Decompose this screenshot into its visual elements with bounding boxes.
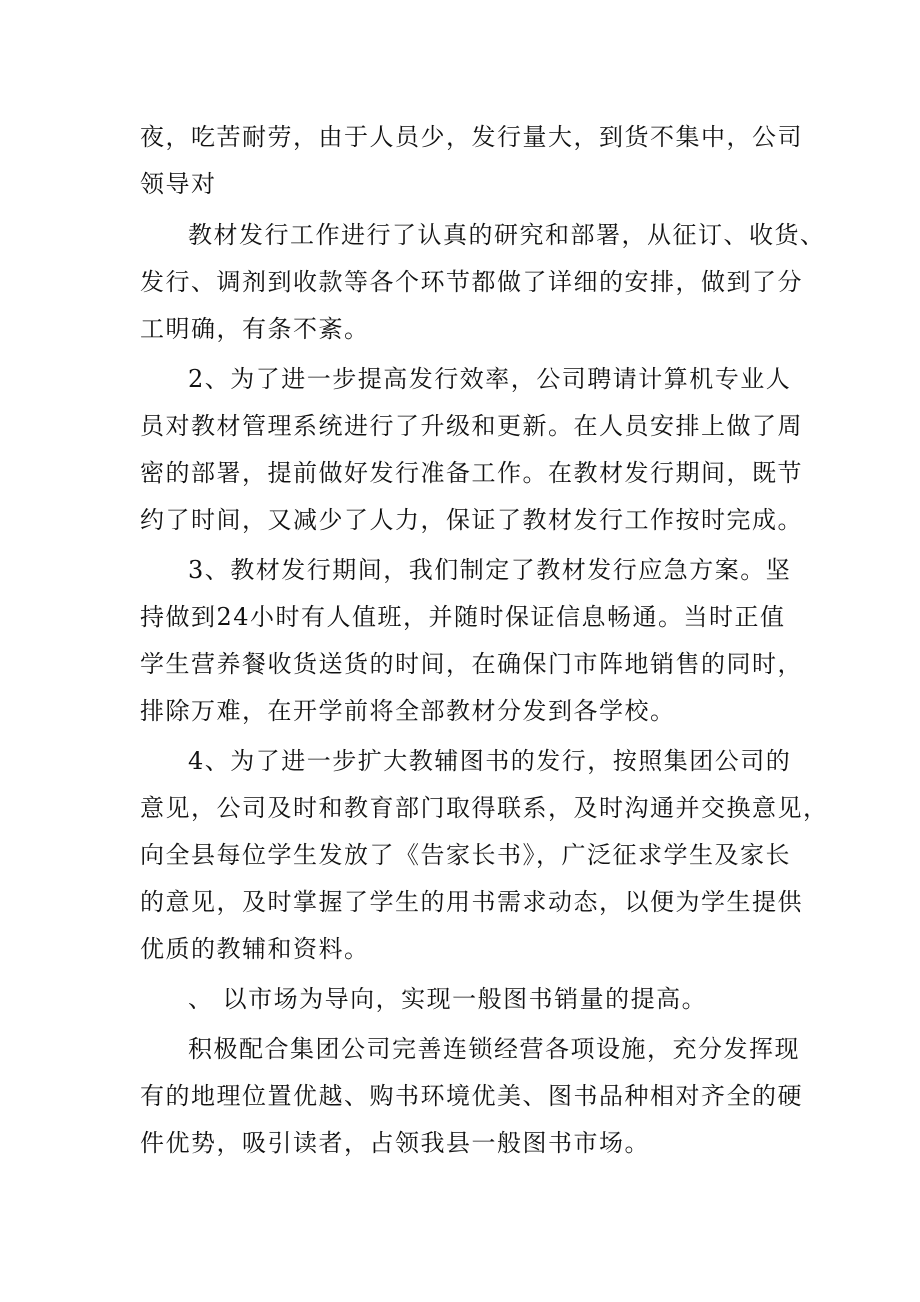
- text-line: 积极配合集团公司完善连锁经营各项设施，充分发挥现: [188, 1035, 800, 1063]
- text-line: 学生营养餐收货送货的时间，在确保门市阵地销售的同时，: [140, 650, 803, 678]
- text-line: 4、为了进一步扩大教辅图书的发行，按照集团公司的: [188, 747, 792, 775]
- text-line: 教材发行工作进行了认真的研究和部署，从征订、收货、: [188, 221, 826, 249]
- text-line: 持做到24小时有人值班，并随时保证信息畅通。当时正值: [140, 603, 786, 631]
- text-line: 3、教材发行期间，我们制定了教材发行应急方案。坚: [188, 556, 792, 584]
- text-line: 领导对: [140, 170, 217, 198]
- section-heading: 、 以市场为导向，实现一般图书销量的提高。: [188, 985, 708, 1013]
- text-line: 密的部署，提前做好发行准备工作。在教材发行期间，既节: [140, 459, 803, 487]
- text-line: 2、为了进一步提高发行效率，公司聘请计算机专业人: [188, 365, 792, 393]
- text-line: 有的地理位置优越、购书环境优美、图书品种相对齐全的硬: [140, 1082, 803, 1110]
- text-line: 件优势，吸引读者，占领我县一般图书市场。: [140, 1129, 650, 1157]
- text-line: 向全县每位学生发放了《告家长书》，广泛征求学生及家长: [140, 841, 791, 869]
- text-line: 工明确，有条不紊。: [140, 315, 370, 343]
- text-line: 排除万难，在开学前将全部教材分发到各学校。: [140, 697, 676, 725]
- text-line: 约了时间，又减少了人力，保证了教材发行工作按时完成。: [140, 506, 803, 534]
- text-line: 优质的教辅和资料。: [140, 935, 370, 963]
- text-line: 员对教材管理系统进行了升级和更新。在人员安排上做了周: [140, 412, 803, 440]
- text-line: 夜，吃苦耐劳，由于人员少，发行量大，到货不集中，公司: [140, 123, 803, 151]
- text-line: 发行、调剂到收款等各个环节都做了详细的安排，做到了分: [140, 268, 803, 296]
- text-line: 意见，公司及时和教育部门取得联系，及时沟通并交换意见，: [140, 794, 829, 822]
- text-line: 的意见，及时掌握了学生的用书需求动态，以便为学生提供: [140, 888, 803, 916]
